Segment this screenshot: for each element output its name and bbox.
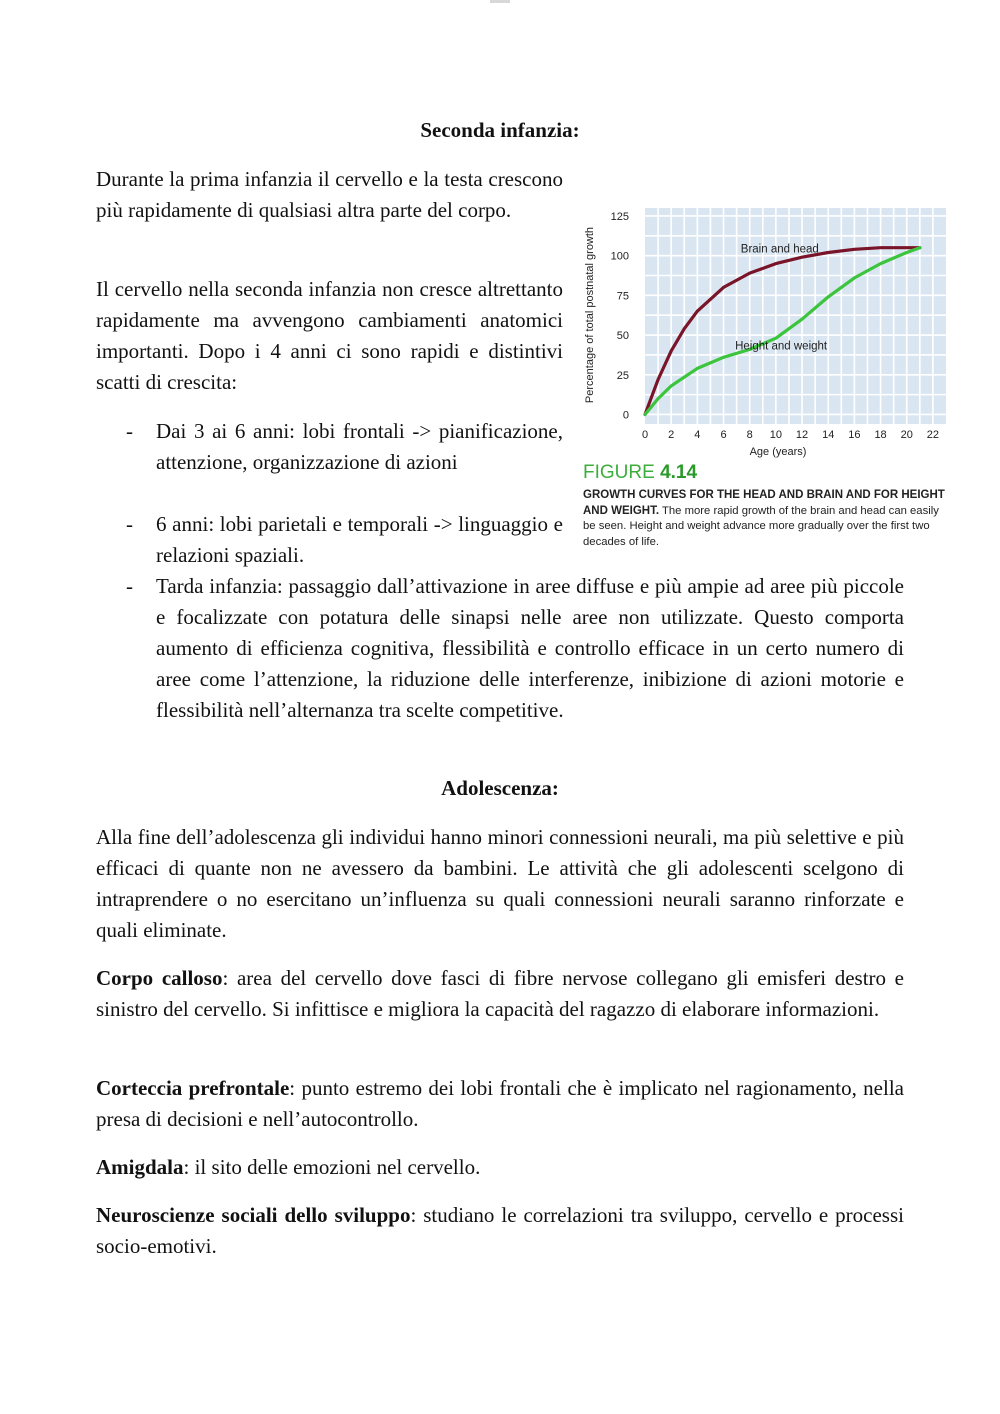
x-tick-label: 0 [641, 429, 649, 441]
growth-chart [576, 200, 950, 458]
x-tick-label: 18 [874, 429, 887, 441]
x-tick-label: 14 [822, 429, 835, 441]
x-tick-label: 16 [848, 429, 861, 441]
x-axis-label: Age (years) [749, 446, 807, 458]
definition-neuroscienze [96, 1200, 904, 1262]
term-label: Amigdala [96, 1155, 184, 1179]
figure-caption-text: The more rapid growth of the brain and head can easily be seen. Height and weight advance more gradually over the first two decades of life. [583, 504, 939, 548]
term-label: Neuroscienze sociali dello sviluppo [96, 1203, 411, 1227]
y-tick-label: 25 [616, 369, 629, 382]
figure-label-prefix: FIGURE [583, 462, 661, 483]
x-tick-label: 6 [720, 429, 727, 441]
figure-caption-title: GROWTH CURVES FOR THE HEAD AND BRAIN AND FOR HEIGHT AND WEIGHT. [583, 489, 945, 517]
term-definition: : studiano le correlazioni tra sviluppo, cervello e processi socio-emotivi. [96, 1203, 904, 1258]
series-label: Height and weight [735, 340, 828, 353]
x-tick-label: 8 [746, 429, 753, 441]
figure-caption [583, 488, 951, 550]
growth-figure [576, 200, 950, 560]
y-tick-label: 50 [616, 330, 629, 343]
definition-corpo-calloso [96, 963, 904, 1025]
x-tick-label: 4 [694, 429, 701, 441]
term-label: Corpo calloso [96, 966, 223, 990]
figure-label [583, 462, 697, 484]
definition-amigdala [96, 1152, 904, 1183]
figure-number: 4.14 [660, 462, 698, 483]
paragraph-cervello: Il cervello nella seconda infanzia non cresce altrettanto rapidamente ma avvengono cambiamenti anatomici importanti. Dopo i 4 anni ci sono rapidi e distintivi scatti di crescita: [96, 277, 563, 394]
y-tick-label: 125 [610, 210, 629, 223]
x-tick-label: 10 [769, 429, 782, 441]
section-title-adolescenza: Adolescenza: [441, 776, 559, 800]
x-tick-label: 20 [900, 429, 913, 441]
section-title-seconda-infanzia: Seconda infanzia: [420, 118, 580, 142]
x-tick-label: 22 [926, 429, 940, 441]
bullet-marker: - [126, 512, 133, 536]
paragraph-adolescenza: Alla fine dell’adolescenza gli individui hanno minori connessioni neurali, ma più selettive e più efficaci di quante non ne avessero da bambini. Le attività che gli adolescenti scelgono di intraprendere o no esercitano un’influenza su quali connessioni neurali saranno rinforzate e quali eliminate. [96, 825, 904, 942]
bullet-marker: - [126, 574, 133, 598]
term-definition: : area del cervello dove fasci di fibre nervose collegano gli emisferi destro e sinistro del cervello. Si infittisce e migliora la capacità del ragazzo di elaborare informazioni. [96, 966, 905, 1021]
bullet-item-parietali: 6 anni: lobi parietali e temporali -> linguaggio e relazioni spaziali. [156, 512, 563, 567]
term-definition: : punto estremo dei lobi frontali che è implicato nel ragionamento, nella presa di decisioni e nell’autocontrollo. [96, 1076, 904, 1131]
term-definition: : il sito delle emozioni nel cervello. [183, 1155, 481, 1179]
series-label: Brain and head [740, 243, 819, 256]
y-tick-label: 75 [616, 290, 629, 303]
y-axis-label: Percentage of total postnatal growth [584, 226, 596, 404]
paragraph-intro: Durante la prima infanzia il cervello e la testa crescono più rapidamente di qualsiasi altra parte del corpo. [96, 167, 563, 222]
definition-corteccia-prefrontale [96, 1073, 904, 1135]
x-tick-label: 2 [668, 429, 675, 441]
bullet-item-tarda-infanzia: Tarda infanzia: passaggio dall’attivazione in aree diffuse e più ampie ad aree più piccole e focalizzate con potatura delle sinapsi nelle aree non utilizzate. Questo comporta aumento di efficienza cognitiva, flessibilità e controllo efficace in un certo numero di aree come l’attenzione, la riduzione delle interferenze, inibizione di azioni motorie e flessibilità nell’alternanza tra scelte competitive. [156, 574, 904, 722]
term-label: Corteccia prefrontale [96, 1076, 290, 1100]
bullet-marker: - [126, 419, 133, 443]
header-mark [490, 0, 510, 3]
bullet-item-frontali: Dai 3 ai 6 anni: lobi frontali -> pianificazione, attenzione, organizzazione di azioni [156, 419, 563, 474]
y-tick-label: 100 [610, 250, 629, 263]
x-tick-label: 12 [795, 429, 809, 441]
y-tick-label: 0 [622, 409, 629, 422]
